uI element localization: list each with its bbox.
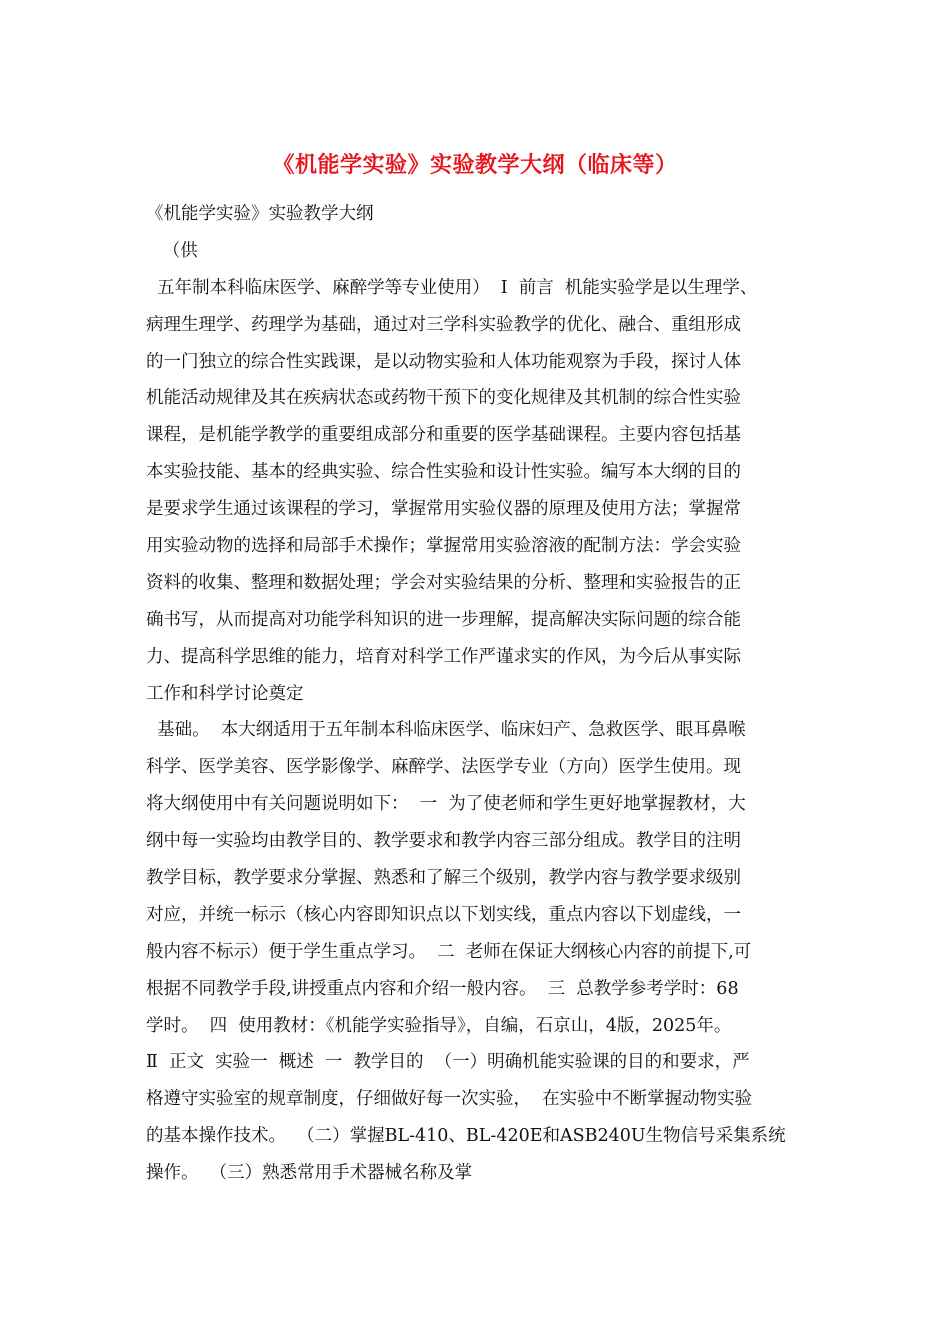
body-line: 的基本操作技术。 （二）掌握BL-410、BL-420E和ASB240U生物信号采集系统 (146, 1126, 786, 1147)
body-line: 操作。 （三）熟悉常用手术器械名称及掌 (146, 1163, 473, 1184)
body-line: 用实验动物的选择和局部手术操作；掌握常用实验溶液的配制方法：学会实验 (146, 536, 741, 557)
body-line: 基础。 本大纲适用于五年制本科临床医学、临床妇产、急救医学、眼耳鼻喉 (146, 720, 746, 741)
body-line: 本实验技能、基本的经典实验、综合性实验和设计性实验。编写本大纲的目的 (146, 462, 741, 483)
body-line: 学时。 四 使用教材：《机能学实验指导》，自编，石京山，4版，2025年。 (146, 1015, 732, 1036)
body-line: 确书写，从而提高对功能学科知识的进一步理解，提高解决实际问题的综合能 (146, 609, 741, 630)
body-line: 纲中每一实验均由教学目的、教学要求和教学内容三部分组成。教学目的注明 (146, 831, 741, 852)
body-line: （供 (146, 240, 198, 261)
body-line: 五年制本科临床医学、麻醉学等专业使用） Ⅰ 前言 机能实验学是以生理学、 (146, 277, 758, 298)
body-line: 对应，并统一标示（核心内容即知识点以下划实线，重点内容以下划虚线，一 (146, 904, 741, 925)
body-line: 工作和科学讨论奠定 (146, 683, 304, 704)
document-title: 《机能学实验》实验教学大纲（临床等） (272, 152, 678, 178)
body-line: 般内容不标示）便于学生重点学习。 二 老师在保证大纲核心内容的前提下,可 (146, 941, 752, 962)
body-line: Ⅱ 正文 实验一 概述 一 教学目的 （一）明确机能实验课的目的和要求，严 (146, 1052, 750, 1073)
body-line: 将大纲使用中有关问题说明如下： 一 为了使老师和学生更好地掌握教材，大 (146, 794, 746, 815)
body-line: 教学目标，教学要求分掌握、熟悉和了解三个级别，教学内容与教学要求级别 (146, 868, 741, 889)
body-line: 的一门独立的综合性实践课，是以动物实验和人体功能观察为手段，探讨人体 (146, 351, 741, 372)
body-line: 科学、医学美容、医学影像学、麻醉学、法医学专业（方向）医学生使用。现 (146, 757, 741, 778)
body-line: 资料的收集、整理和数据处理；学会对实验结果的分析、整理和实验报告的正 (146, 572, 741, 593)
body-line: 课程，是机能学教学的重要组成部分和重要的医学基础课程。主要内容包括基 (146, 425, 741, 446)
body-line: 是要求学生通过该课程的学习，掌握常用实验仪器的原理及使用方法；掌握常 (146, 499, 741, 520)
body-line: 《机能学实验》实验教学大纲 (146, 204, 374, 224)
body-line: 病理生理学、药理学为基础，通过对三学科实验教学的优化、融合、重组形成 (146, 314, 741, 335)
body-line: 格遵守实验室的规章制度，仔细做好每一次实验， 在实验中不断掌握动物实验 (146, 1089, 753, 1110)
body-line: 机能活动规律及其在疾病状态或药物干预下的变化规律及其机制的综合性实验 (146, 388, 741, 409)
document-body (146, 196, 826, 1192)
body-line: 力、提高科学思维的能力，培育对科学工作严谨求实的作风，为今后从事实际 (146, 646, 741, 667)
body-line: 根据不同教学手段,讲授重点内容和介绍一般内容。 三 总教学参考学时：68 (146, 978, 739, 999)
